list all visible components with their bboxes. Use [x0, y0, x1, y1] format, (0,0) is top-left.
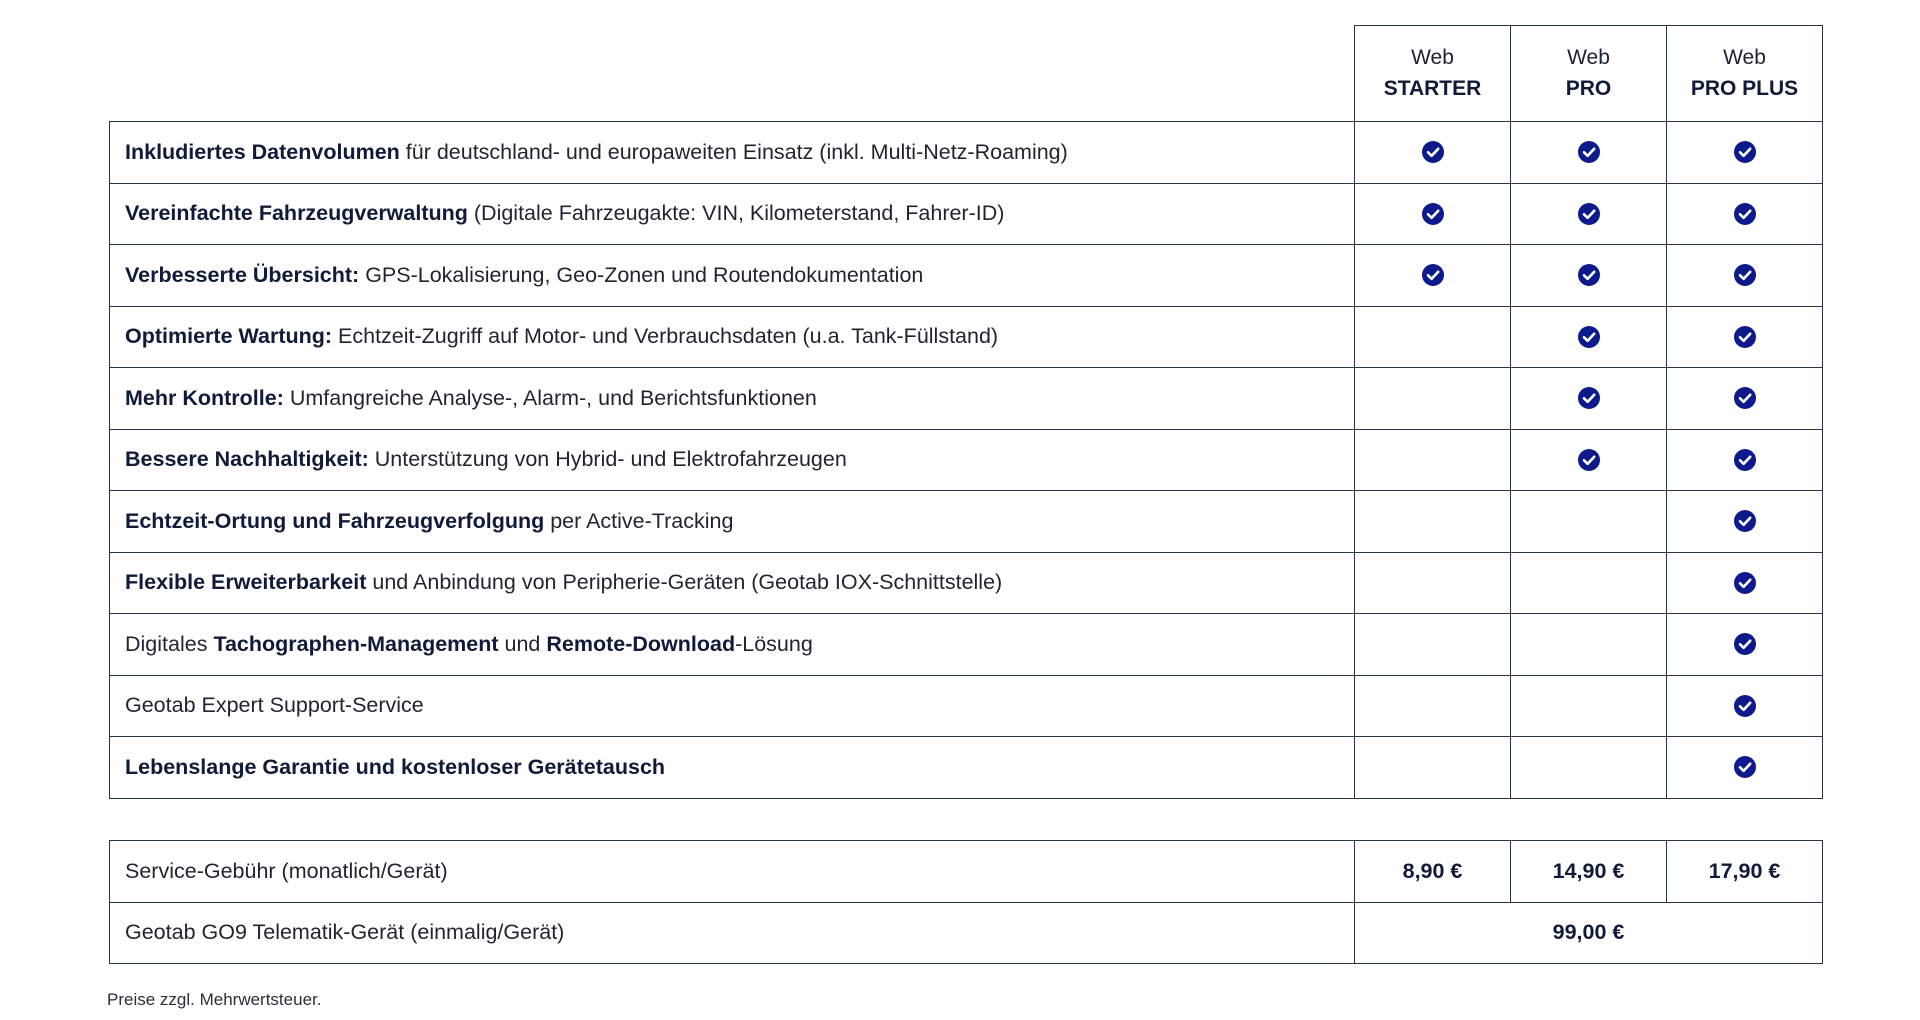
device-price-label: Geotab GO9 Telematik-Gerät (einmalig/Gerät) — [110, 902, 1355, 964]
feature-cell-pro — [1511, 614, 1667, 676]
check-circle-icon — [1734, 264, 1756, 286]
feature-cell-pro — [1511, 306, 1667, 368]
feature-label-bold: Remote-Download — [546, 631, 736, 656]
feature-cell-pro — [1511, 368, 1667, 430]
feature-cell-starter — [1355, 368, 1511, 430]
feature-cell-starter — [1355, 614, 1511, 676]
feature-cell-pro-plus — [1667, 429, 1823, 491]
feature-label-text: Geotab Expert Support-Service — [125, 693, 424, 718]
feature-cell-starter — [1355, 675, 1511, 737]
plan-name: STARTER — [1383, 76, 1482, 100]
price-pro: 14,90 € — [1511, 841, 1667, 903]
feature-cell-pro — [1511, 122, 1667, 184]
check-circle-icon — [1734, 633, 1756, 655]
check-circle-icon — [1734, 449, 1756, 471]
feature-cell-pro-plus — [1667, 245, 1823, 307]
check-circle-icon — [1578, 449, 1600, 471]
feature-label — [110, 245, 1355, 307]
feature-label — [110, 306, 1355, 368]
check-circle-icon — [1734, 695, 1756, 717]
feature-label — [110, 368, 1355, 430]
feature-label — [110, 675, 1355, 737]
check-circle-icon — [1422, 141, 1444, 163]
feature-label-bold: Verbesserte Übersicht: — [125, 262, 360, 287]
feature-label-text: (Digitale Fahrzeugakte: VIN, Kilometerstand, Fahrer-ID) — [467, 201, 1005, 226]
feature-row — [110, 614, 1823, 676]
feature-label-bold: Flexible Erweiterbarkeit — [125, 570, 367, 595]
feature-label-text: GPS-Lokalisierung, Geo-Zonen und Routendokumentation — [359, 262, 924, 287]
plan-prefix: Web — [1567, 45, 1610, 69]
feature-cell-pro — [1511, 429, 1667, 491]
plan-prefix: Web — [1723, 45, 1766, 69]
feature-cell-pro-plus — [1667, 183, 1823, 245]
plan-header-row — [110, 26, 1823, 122]
feature-rows — [110, 122, 1823, 799]
check-circle-icon — [1578, 141, 1600, 163]
feature-row — [110, 183, 1823, 245]
check-circle-icon — [1734, 141, 1756, 163]
feature-cell-starter — [1355, 122, 1511, 184]
feature-label — [110, 491, 1355, 553]
feature-cell-starter — [1355, 429, 1511, 491]
feature-cell-pro-plus — [1667, 122, 1823, 184]
feature-row — [110, 245, 1823, 307]
feature-label — [110, 122, 1355, 184]
feature-label — [110, 552, 1355, 614]
feature-cell-pro-plus — [1667, 306, 1823, 368]
feature-cell-starter — [1355, 183, 1511, 245]
plan-header-starter — [1355, 26, 1511, 122]
feature-label-text: Umfangreiche Analyse-, Alarm-, und Berichtsfunktionen — [283, 385, 817, 410]
device-price-value: 99,00 € — [1355, 902, 1823, 964]
feature-cell-pro — [1511, 675, 1667, 737]
feature-cell-pro — [1511, 491, 1667, 553]
check-circle-icon — [1578, 326, 1600, 348]
check-circle-icon — [1734, 756, 1756, 778]
feature-cell-starter — [1355, 306, 1511, 368]
feature-cell-starter — [1355, 245, 1511, 307]
feature-label-text: Digitales — [125, 631, 214, 656]
check-circle-icon — [1734, 326, 1756, 348]
feature-label — [110, 737, 1355, 799]
feature-row — [110, 122, 1823, 184]
feature-row — [110, 368, 1823, 430]
header-empty-cell — [110, 26, 1355, 122]
check-circle-icon — [1734, 203, 1756, 225]
feature-label-text: und — [498, 631, 547, 656]
check-circle-icon — [1578, 264, 1600, 286]
feature-label-bold: Inkludiertes Datenvolumen — [125, 139, 400, 164]
vat-footnote: Preise zzgl. Mehrwertsteuer. — [107, 990, 322, 1009]
check-circle-icon — [1578, 387, 1600, 409]
feature-cell-pro — [1511, 737, 1667, 799]
feature-label-text: für deutschland- und europaweiten Einsatz (inkl. Multi-Netz-Roaming) — [399, 139, 1068, 164]
feature-label — [110, 429, 1355, 491]
feature-row — [110, 429, 1823, 491]
feature-cell-starter — [1355, 491, 1511, 553]
feature-cell-pro-plus — [1667, 737, 1823, 799]
feature-cell-starter — [1355, 552, 1511, 614]
plan-prefix: Web — [1411, 45, 1454, 69]
feature-label-text: und Anbindung von Peripherie-Geräten (Geotab IOX-Schnittstelle) — [366, 570, 1003, 595]
feature-label-bold: Tachographen-Management — [213, 631, 499, 656]
check-circle-icon — [1422, 203, 1444, 225]
feature-label-text: per Active-Tracking — [544, 508, 734, 533]
feature-cell-pro — [1511, 245, 1667, 307]
service-fee-row — [110, 841, 1823, 903]
plan-header-pro-plus — [1667, 26, 1823, 122]
check-circle-icon — [1734, 510, 1756, 532]
feature-label-bold: Echtzeit-Ortung und Fahrzeugverfolgung — [125, 508, 545, 533]
device-price-row — [110, 902, 1823, 964]
service-fee-label: Service-Gebühr (monatlich/Gerät) — [110, 841, 1355, 903]
feature-row — [110, 491, 1823, 553]
feature-cell-pro — [1511, 552, 1667, 614]
feature-label-bold: Mehr Kontrolle: — [125, 385, 284, 410]
feature-label-bold: Bessere Nachhaltigkeit: — [125, 447, 369, 472]
feature-cell-pro-plus — [1667, 675, 1823, 737]
feature-row — [110, 306, 1823, 368]
feature-row — [110, 737, 1823, 799]
feature-label-bold: Lebenslange Garantie und kostenloser Gerätetausch — [125, 754, 666, 779]
check-circle-icon — [1734, 387, 1756, 409]
plan-header-pro — [1511, 26, 1667, 122]
feature-label — [110, 614, 1355, 676]
pricing-table — [109, 840, 1823, 964]
feature-cell-pro-plus — [1667, 491, 1823, 553]
feature-cell-pro-plus — [1667, 614, 1823, 676]
check-circle-icon — [1578, 203, 1600, 225]
feature-label-text: Unterstützung von Hybrid- und Elektrofahrzeugen — [368, 447, 847, 472]
feature-label-text: Echtzeit-Zugriff auf Motor- und Verbrauchsdaten (u.a. Tank-Füllstand) — [332, 324, 999, 349]
plan-name: PRO PLUS — [1690, 76, 1799, 100]
feature-comparison-table — [109, 25, 1823, 799]
feature-row — [110, 675, 1823, 737]
feature-cell-pro-plus — [1667, 368, 1823, 430]
plan-name: PRO — [1565, 76, 1612, 100]
feature-cell-pro — [1511, 183, 1667, 245]
check-circle-icon — [1734, 572, 1756, 594]
feature-label-bold: Vereinfachte Fahrzeugverwaltung — [125, 201, 468, 226]
feature-label — [110, 183, 1355, 245]
feature-cell-starter — [1355, 737, 1511, 799]
feature-label-bold: Optimierte Wartung: — [125, 324, 333, 349]
feature-label-text: -Lösung — [735, 631, 813, 656]
feature-row — [110, 552, 1823, 614]
feature-cell-pro-plus — [1667, 552, 1823, 614]
check-circle-icon — [1422, 264, 1444, 286]
price-starter: 8,90 € — [1355, 841, 1511, 903]
price-pro-plus: 17,90 € — [1667, 841, 1823, 903]
